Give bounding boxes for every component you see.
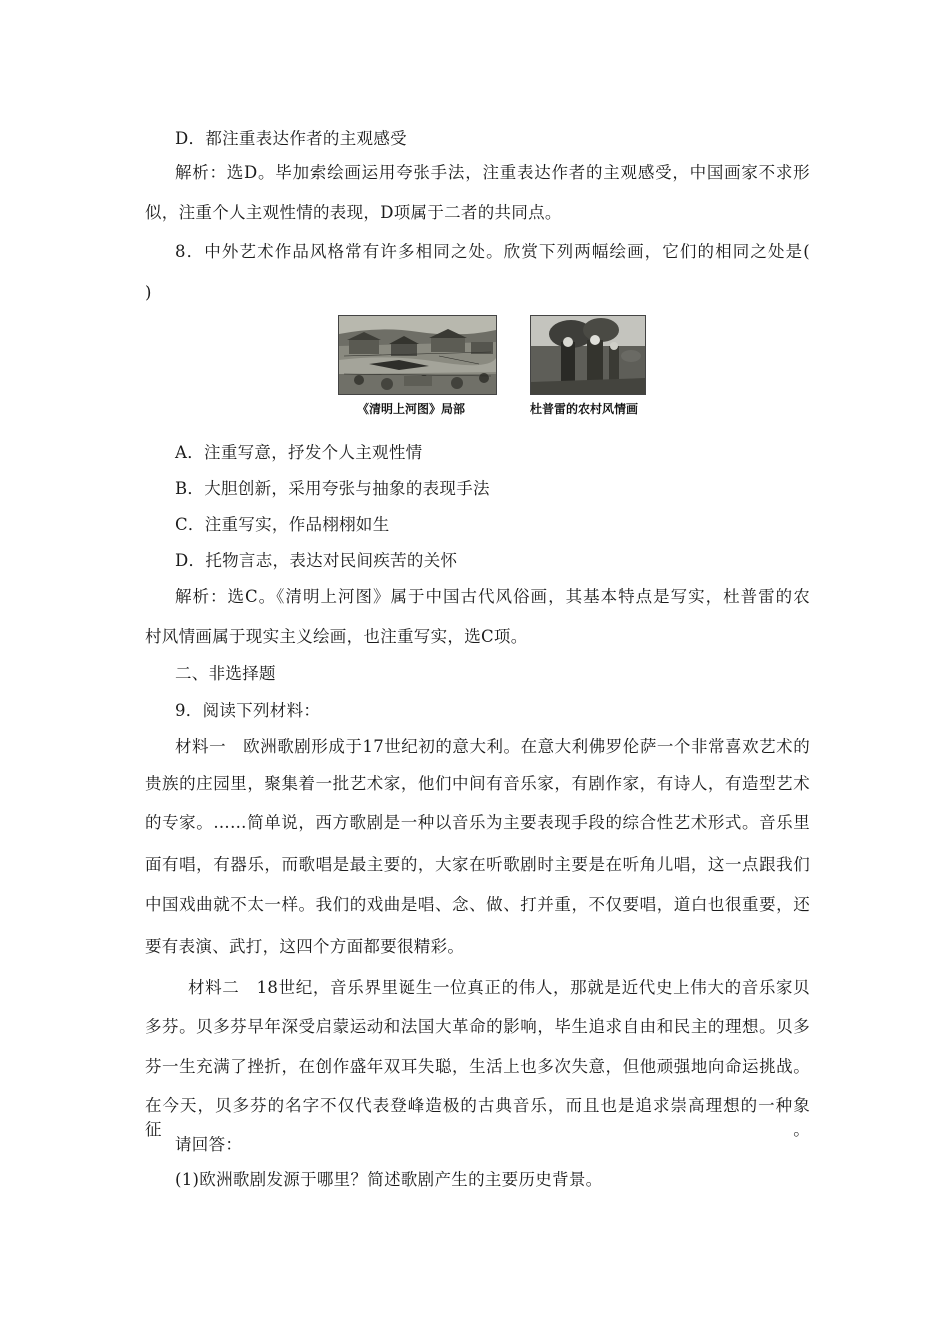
qingming-painting-image [338,315,497,395]
option-d-prev: D．都注重表达作者的主观感受 [175,129,407,148]
material-2-line3: 芬一生充满了挫折，在创作盛年双耳失聪，生活上也多次失意，但他顽强地向命运挑战。 [145,1057,810,1076]
qingming-painting-illustration [339,316,496,394]
analysis-8-line2: 村风情画属于现实主义绘画，也注重写实，选C项。 [145,627,528,646]
material-2-line2: 多芬。贝多芬早年深受启蒙运动和法国大革命的影响，毕生追求自由和民主的理想。贝多 [145,1017,810,1036]
sub-question-1: (1)欧洲歌剧发源于哪里？简述歌剧产生的主要历史背景。 [175,1170,603,1189]
material-2-line4: 在今天，贝多芬的名字不仅代表登峰造极的古典音乐，而且也是追求崇高理想的一种象征。 [145,1096,810,1139]
material-1-line3: 的专家。……简单说，西方歌剧是一种以音乐为主要表现手段的综合性艺术形式。音乐里 [145,813,810,832]
analysis-8-line1: 解析：选C。《清明上河图》属于中国古代风俗画，其基本特点是写实，杜普雷的农 [175,587,810,606]
option-c: C．注重写实，作品栩栩如生 [175,515,390,534]
analysis-7-line2: 似，注重个人主观性情的表现，D项属于二者的共同点。 [145,203,562,222]
dupre-caption: 杜普雷的农村风情画 [530,402,639,416]
answer-prompt: 请回答： [175,1135,243,1154]
material-1-line2: 贵族的庄园里，聚集着一批艺术家，他们中间有音乐家，有剧作家，有诗人，有造型艺术 [145,774,810,793]
material-2-line1: 材料二 18世纪，音乐界里诞生一位真正的伟人，那就是近代史上伟大的音乐家贝 [188,978,810,997]
option-b: B．大胆创新，采用夸张与抽象的表现手法 [175,479,490,498]
material-1-line5: 中国戏曲就不太一样。我们的戏曲是唱、念、做、打并重，不仅要唱，道白也很重要，还 [145,895,810,914]
material-1-line1: 材料一 欧洲歌剧形成于17世纪初的意大利。在意大利佛罗伦萨一个非常喜欢艺术的 [175,737,810,756]
dupre-painting-image [530,315,646,395]
option-d: D．托物言志，表达对民间疾苦的关怀 [175,551,458,570]
question-8-paren: ) [145,283,152,302]
option-a: A．注重写意，抒发个人主观性情 [175,443,423,462]
material-1-line4: 面有唱，有器乐，而歌唱是最主要的，大家在听歌剧时主要是在听角儿唱，这一点跟我们 [145,855,810,874]
question-9-stem: 9．阅读下列材料： [175,701,321,720]
material-1-line6: 要有表演、武打，这四个方面都要很精彩。 [145,937,465,956]
section-heading: 二、非选择题 [175,664,276,683]
analysis-7-line1: 解析：选D。毕加索绘画运用夸张手法，注重表达作者的主观感受，中国画家不求形 [175,163,810,182]
dupre-painting-illustration [531,316,645,394]
question-8-stem: 8．中外艺术作品风格常有许多相同之处。欣赏下列两幅绘画，它们的相同之处是( [175,242,810,261]
qingming-caption: 《清明上河图》局部 [357,402,466,416]
